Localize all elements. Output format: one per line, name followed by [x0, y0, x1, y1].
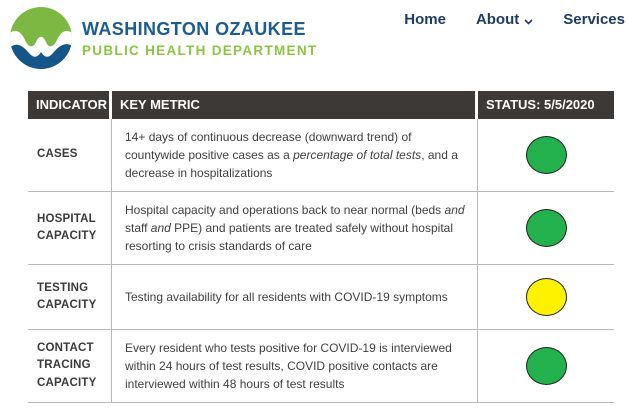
indicator-cell	[28, 192, 112, 264]
nav-services-label: Services	[563, 11, 625, 28]
header-cell-indicator: INDICATOR	[28, 91, 112, 119]
metric-cell	[112, 265, 478, 329]
table-row	[28, 119, 614, 192]
brand-title-line2: PUBLIC HEALTH DEPARTMENT	[82, 43, 318, 58]
metric-cell	[112, 330, 478, 402]
indicator-cell	[28, 330, 112, 402]
metric-text: Testing availability for all residents with COVID-19 symptoms	[125, 290, 448, 304]
header-cell-status-date: STATUS: 5/5/2020	[478, 91, 614, 119]
metric-text: Every resident who tests positive for COVID-19 is interviewed within 24 hours of test results, COVID positive contacts are interviewed within 48 hours of test results	[125, 341, 452, 391]
status-light	[526, 136, 567, 174]
top-nav	[404, 10, 625, 29]
indicator-label: TESTING CAPACITY	[37, 281, 97, 311]
table-header-row	[28, 91, 614, 119]
table-body	[28, 119, 614, 403]
indicator-label: CASES	[37, 148, 78, 161]
nav-item-services[interactable]	[563, 11, 625, 28]
table-row	[28, 265, 614, 330]
indicator-label: HOSPITAL CAPACITY	[37, 212, 97, 242]
status-cell	[478, 330, 614, 402]
status-cell	[478, 192, 614, 264]
brand-title-line1: WASHINGTON OZAUKEE	[82, 19, 306, 39]
nav-about-label: About	[475, 11, 520, 28]
logo-link[interactable]	[9, 6, 73, 70]
table-row	[28, 330, 614, 403]
metric-cell	[112, 192, 478, 264]
metric-text: 14+ days of continuous decrease (downward trend) of countywide positive cases as a percentage of total tests, and a decrease in hospitalizations	[125, 130, 458, 180]
metric-text: Hospital capacity and operations back to near normal (beds and staff and PPE) and patients are treated safely without hospital resorting to crisis standards of care	[125, 203, 465, 253]
nav-item-home[interactable]	[404, 11, 446, 28]
status-light	[526, 209, 567, 247]
nav-home-label: Home	[404, 11, 446, 28]
header-cell-key-metric: KEY METRIC	[112, 91, 478, 119]
status-cell	[478, 265, 614, 329]
table-row	[28, 192, 614, 265]
indicator-label: CONTACT TRACING CAPACITY	[37, 342, 97, 389]
health-department-wave-logo-icon	[9, 6, 73, 70]
status-cell	[478, 119, 614, 191]
nav-item-about[interactable]	[476, 10, 533, 29]
chevron-down-icon	[524, 12, 533, 29]
status-light	[526, 278, 567, 316]
indicator-cell	[28, 119, 112, 191]
indicator-cell	[28, 265, 112, 329]
metric-cell	[112, 119, 478, 191]
brand-title	[82, 19, 317, 58]
covid-status-table	[28, 91, 614, 403]
status-light	[526, 347, 567, 385]
